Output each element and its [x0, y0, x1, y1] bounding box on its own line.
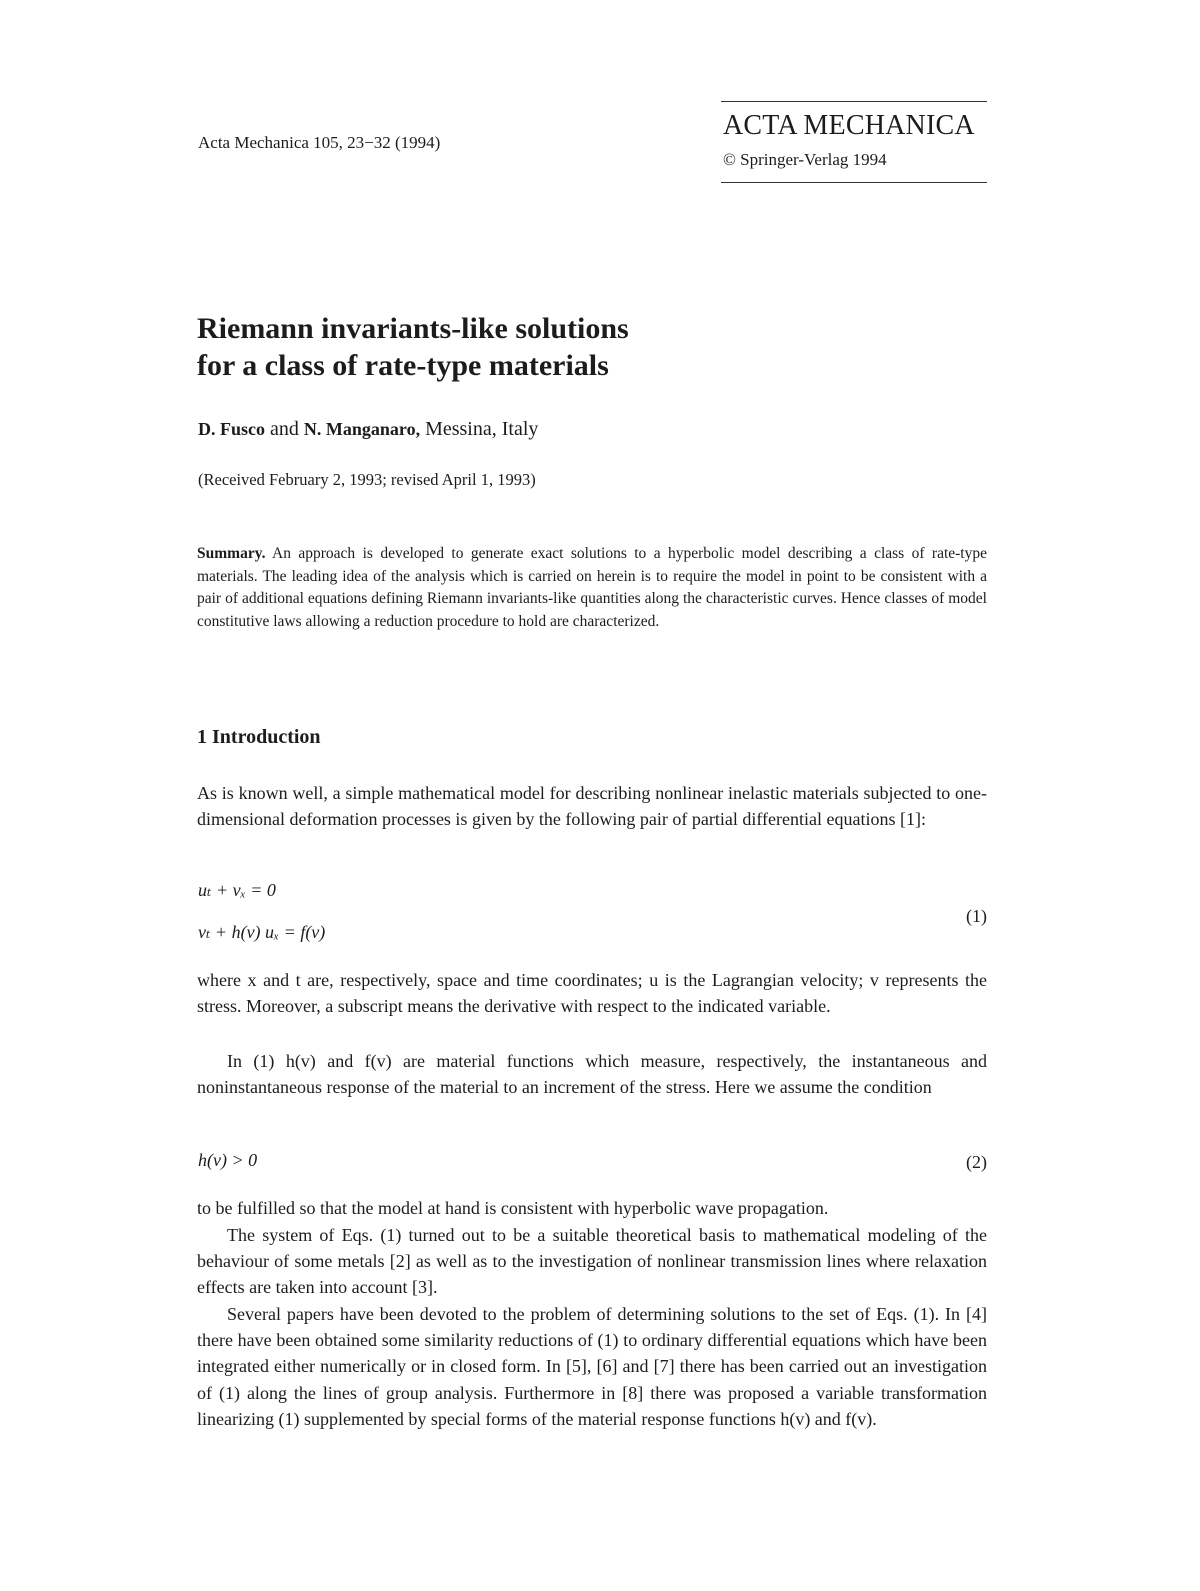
equation-1b: vₜ + h(v) uₓ = f(v) — [198, 922, 326, 942]
section-heading-introduction: 1 Introduction — [197, 726, 321, 748]
title-line-2: for a class of rate-type materials — [197, 349, 609, 382]
author-conjunction: and — [270, 418, 299, 440]
author-1: D. Fusco — [198, 419, 265, 439]
summary-text: An approach is developed to generate exact solutions to a hyperbolic model describing a class of rate-type materials. The leading idea of the analysis which is carried on herein is to require the model in point to be consistent with a pair of additional equations defining Riemann invariants-like quantities along the characteristic curves. Hence classes of model constitutive laws allowing a reduction procedure to hold are characterized. — [197, 545, 987, 630]
intro-paragraph-6: Several papers have been devoted to the problem of determining solutions to the set of Eqs. (1). In [4] there have been obtained some similarity reductions of (1) to ordinary differential equations which have been integrated either numerically or in closed form. In [5], [6] and [7] there has been carried out an investigation of (1) along the lines of group analysis. Furthermore in [8] there was proposed a variable transformation linearizing (1) supplemented by special forms of the material response functions h(v) and f(v). — [197, 1304, 987, 1429]
intro-paragraph-5: The system of Eqs. (1) turned out to be a suitable theoretical basis to mathematical modeling of the behaviour of some metals [2] as well as to the investigation of nonlinear transmission lines where relaxation effects are taken into account [3]. — [197, 1225, 987, 1298]
intro-paragraph-4: to be fulfilled so that the model at hand is consistent with hyperbolic wave propagation. — [197, 1198, 829, 1218]
received-dates: (Received February 2, 1993; revised April 1, 1993) — [198, 470, 536, 489]
equation-2: h(v) > 0 — [198, 1150, 258, 1170]
journal-name: ACTA MECHANICA — [723, 110, 975, 141]
journal-reference: Acta Mechanica 105, 23−32 (1994) — [198, 133, 441, 152]
summary-abstract — [197, 543, 987, 633]
intro-paragraph-2: where x and t are, respectively, space and time coordinates; u is the Lagrangian velocity; v represents the stress. Moreover, a subscript means the derivative with respect to the indicated variable. — [197, 970, 987, 1017]
journal-masthead — [721, 101, 987, 183]
author-line — [198, 418, 538, 441]
equation-2-number: (2) — [966, 1152, 987, 1172]
summary-label: Summary. — [197, 545, 266, 562]
equation-1-number: (1) — [966, 906, 987, 926]
author-location: Messina, Italy — [425, 418, 539, 440]
title-line-1: Riemann invariants-like solutions — [197, 312, 629, 345]
copyright-notice: © Springer-Verlag 1994 — [723, 150, 887, 169]
intro-paragraph-1: As is known well, a simple mathematical model for describing nonlinear inelastic materials subjected to one-dimensional deformation processes is given by the following pair of partial differential equations [1]: — [197, 783, 987, 830]
article-title — [197, 310, 629, 384]
intro-paragraph-3: In (1) h(v) and f(v) are material functions which measure, respectively, the instantaneous and noninstantaneous response of the material to an increment of the stress. Here we assume the condition — [197, 1051, 987, 1098]
equation-1a: uₜ + vₓ = 0 — [198, 880, 276, 900]
author-2: N. Manganaro, — [303, 419, 421, 439]
